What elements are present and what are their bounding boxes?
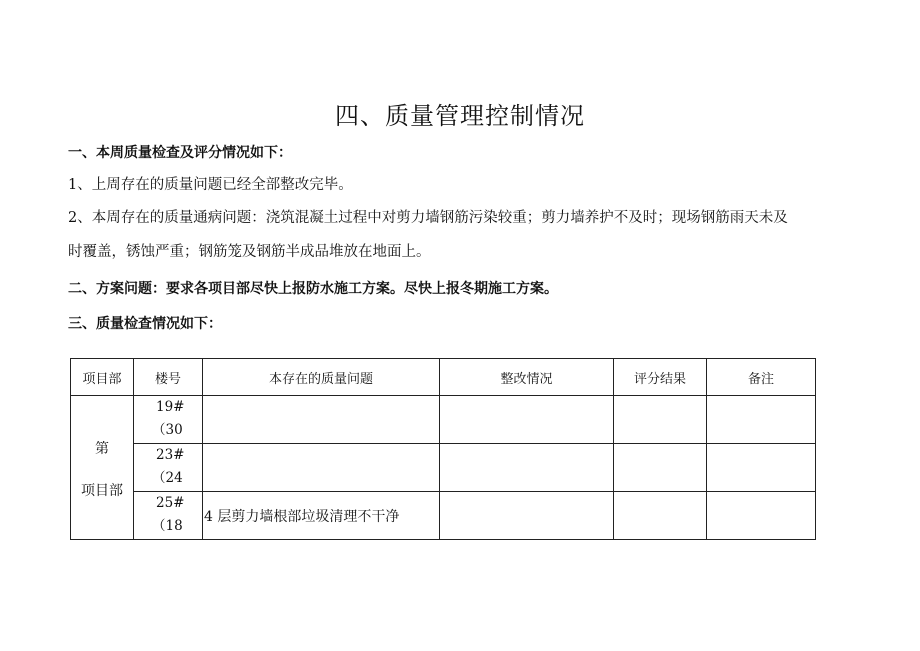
section1-heading: 一、本周质量检查及评分情况如下：: [68, 145, 292, 161]
section1-item2-line2: 时覆盖，锈蚀严重；钢筋笼及钢筋半成品堆放在地面上。: [68, 244, 431, 260]
section3-heading: 三、质量检查情况如下：: [68, 316, 222, 332]
score-cell: [614, 492, 707, 540]
note-cell: [707, 492, 816, 540]
floor-cell: [134, 444, 203, 492]
table-row: [71, 444, 816, 492]
floor-detail: （24: [152, 470, 183, 486]
floor-cell: [134, 492, 203, 540]
table-row: [71, 396, 816, 444]
page-title: 四、质量管理控制情况: [335, 102, 585, 130]
score-cell: [614, 396, 707, 444]
floor-number: 23#: [156, 447, 185, 463]
header-note: 备注: [707, 359, 816, 396]
floor-number: 25#: [156, 495, 185, 511]
department-cell: [71, 396, 134, 540]
department-prefix: 第: [95, 441, 109, 457]
header-quality-issue: 本存在的质量问题: [203, 359, 440, 396]
header-score: 评分结果: [614, 359, 707, 396]
section1-item1: 1、上周存在的质量问题已经全部整改完毕。: [68, 177, 353, 193]
department-name: 项目部: [81, 483, 123, 499]
floor-number: 19#: [156, 399, 185, 415]
header-building: 楼号: [134, 359, 203, 396]
table-header-row: [71, 359, 816, 396]
note-cell: [707, 396, 816, 444]
section2-heading: 二、方案问题：要求各项目部尽快上报防水施工方案。尽快上报冬期施工方案。: [68, 281, 558, 297]
rectification-cell: [440, 396, 614, 444]
issue-cell: 4 层剪力墙根部垃圾清理不干净: [203, 492, 440, 540]
table-row: [71, 492, 816, 540]
section1-item2-line1: 2、本周存在的质量通病问题：浇筑混凝土过程中对剪力墙钢筋污染较重；剪力墙养护不及时；现场钢筋雨天未及: [68, 210, 788, 226]
floor-detail: （18: [152, 518, 183, 534]
header-department: 项目部: [71, 359, 134, 396]
header-rectification: 整改情况: [440, 359, 614, 396]
rectification-cell: [440, 444, 614, 492]
note-cell: [707, 444, 816, 492]
issue-cell: [203, 444, 440, 492]
rectification-cell: [440, 492, 614, 540]
floor-cell: [134, 396, 203, 444]
quality-inspection-table: [70, 358, 816, 540]
issue-cell: [203, 396, 440, 444]
floor-detail: （30: [152, 422, 183, 438]
score-cell: [614, 444, 707, 492]
